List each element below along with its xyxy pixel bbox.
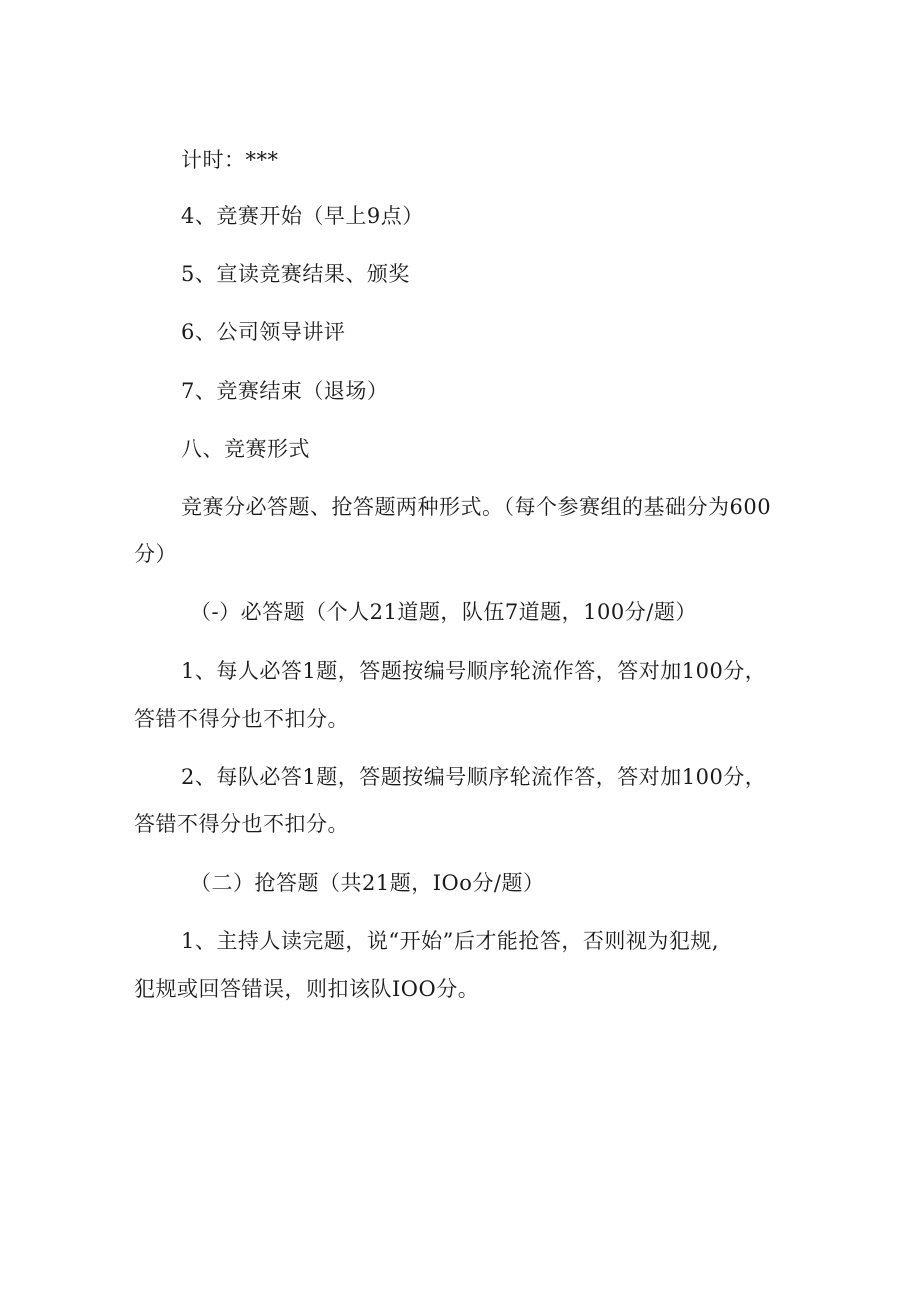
rush-rule-1-line-2: 犯规或回答错误，则扣该队IOO分。 [134,977,480,1001]
agenda-item-4: 4、竞赛开始（早上9点） [181,204,424,228]
paragraph-format-line-1: 竞赛分必答题、抢答题两种形式。（每个参赛组的基础分为600 [181,495,772,519]
rule-1-line-1: 1、每人必答1题，答题按编号顺序轮流作答，答对加100分， [181,659,767,683]
timing-line: 计时：*** [181,148,279,172]
rule-1-line-2: 答错不得分也不扣分。 [134,707,349,731]
rush-rule-1-line-1: 1、主持人读完题，说“开始”后才能抢答，否则视为犯规, [181,929,720,953]
rule-2-line-1: 2、每队必答1题，答题按编号顺序轮流作答，答对加100分， [181,765,767,789]
agenda-item-7: 7、竞赛结束（退场） [181,379,389,403]
agenda-item-5: 5、宣读竞赛结果、颁奖 [181,262,410,286]
section-heading-8: 八、竞赛形式 [181,437,310,461]
paragraph-format-line-2: 分） [134,542,177,566]
subsection-heading-required: （-）必答题（个人21道题，队伍7道题，100分/题） [190,600,697,624]
subsection-heading-rush: （二）抢答题（共21题，IOo分/题） [190,871,545,895]
rule-2-line-2: 答错不得分也不扣分。 [134,812,349,836]
agenda-item-6: 6、公司领导讲评 [181,320,346,344]
